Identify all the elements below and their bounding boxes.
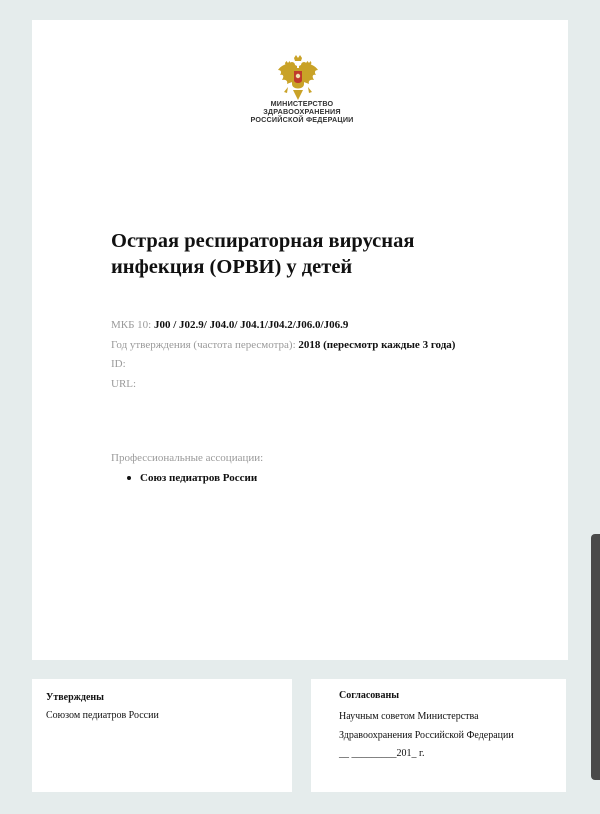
approved-card [32, 679, 292, 792]
scrollbar-handle[interactable] [591, 534, 600, 780]
approved-title: Утверждены [46, 692, 104, 703]
ministry-name: МИНИСТЕРСТВО ЗДРАВООХРАНЕНИЯ РОССИЙСКОЙ ФЕДЕРАЦИИ [250, 99, 354, 125]
document-page [32, 20, 568, 660]
list-item: Союз педиатров России [111, 468, 257, 488]
document-metadata [111, 316, 551, 394]
associations-list [111, 468, 257, 488]
url-label: URL: [111, 377, 137, 390]
year-row [111, 336, 551, 356]
bullet-icon [127, 476, 131, 480]
id-label: ID: [111, 358, 126, 370]
mkb-label: МКБ 10: [111, 319, 152, 331]
document-title: Острая респираторная вирусная инфекция (ОРВИ) у детей [111, 230, 415, 278]
year-label: Год утверждения (частота пересмотра): [111, 338, 296, 351]
approved-text: Союзом педиатров России [46, 710, 159, 721]
agreed-text: Научным советом Министерства Здравоохранения Российской Федерации __ _________201_ г. [339, 711, 514, 759]
year-value: 2018 (пересмотр каждые 3 года) [298, 338, 456, 351]
coat-of-arms-icon [276, 54, 320, 102]
mkb-row [111, 316, 551, 336]
agreed-card [311, 679, 566, 792]
mkb-value: J00 / J02.9/ J04.0/ J04.1/J04.2/J06.0/J06.9 [154, 319, 349, 331]
associations-label: Профессиональные ассоциации: [111, 452, 264, 464]
agreed-title: Согласованы [339, 690, 400, 701]
